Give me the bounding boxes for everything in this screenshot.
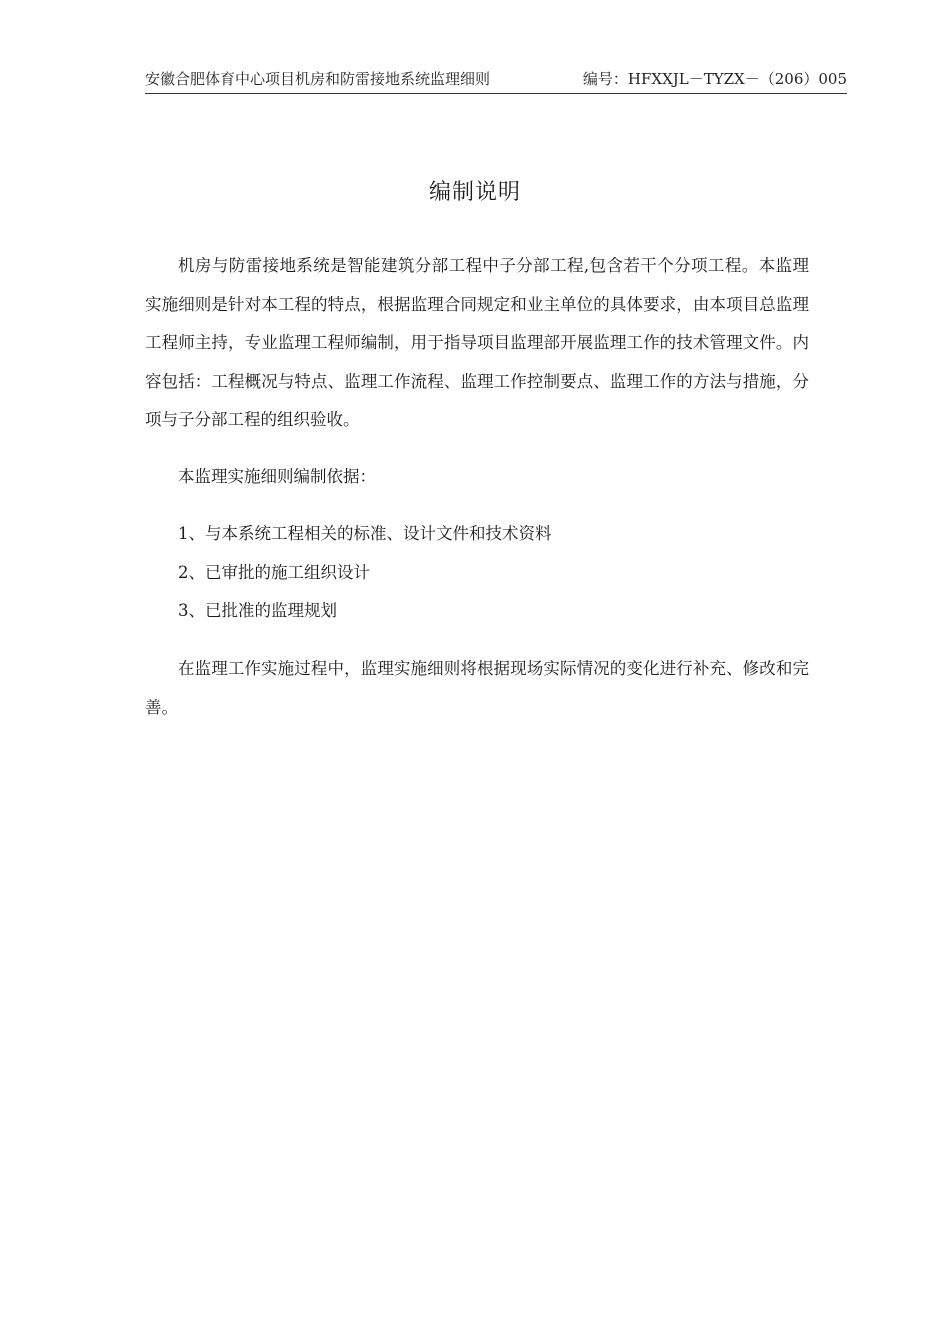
header-divider xyxy=(145,93,847,94)
basis-heading: 本监理实施细则编制依据： xyxy=(178,467,376,486)
list-item: 1、与本系统工程相关的标准、设计文件和技术资料 xyxy=(178,524,552,543)
list-item: 3、已批准的监理规划 xyxy=(178,601,337,620)
basis-list xyxy=(145,515,809,631)
header-document-title: 安徽合肥体育中心项目机房和防雷接地系统监理细则 xyxy=(145,70,491,88)
page-header xyxy=(145,68,847,92)
list-item: 2、已审批的施工组织设计 xyxy=(178,562,370,582)
header-document-number: 编号：HFXXJL－TYZX－（206）005 xyxy=(582,70,847,88)
section-title: 编制说明 xyxy=(428,180,521,205)
closing-paragraph: 在监理工作实施过程中，监理实施细则将根据现场实际情况的变化进行补充、修改和完善。 xyxy=(145,659,809,717)
intro-paragraph: 机房与防雷接地系统是智能建筑分部工程中子分部工程,包含若干个分项工程。本监理实施细则是针对本工程的特点，根据监理合同规定和业主单位的具体要求，由本项目总监理工程师主持，专业监理工程师编制，用于指导项目监理部开展监理工作的技术管理文件。内容包括：工程概况与特点、监理工作流程、监理工作控制要点、监理工作的方法与措施，分项与子分部工程的组织验收。 xyxy=(145,256,809,429)
